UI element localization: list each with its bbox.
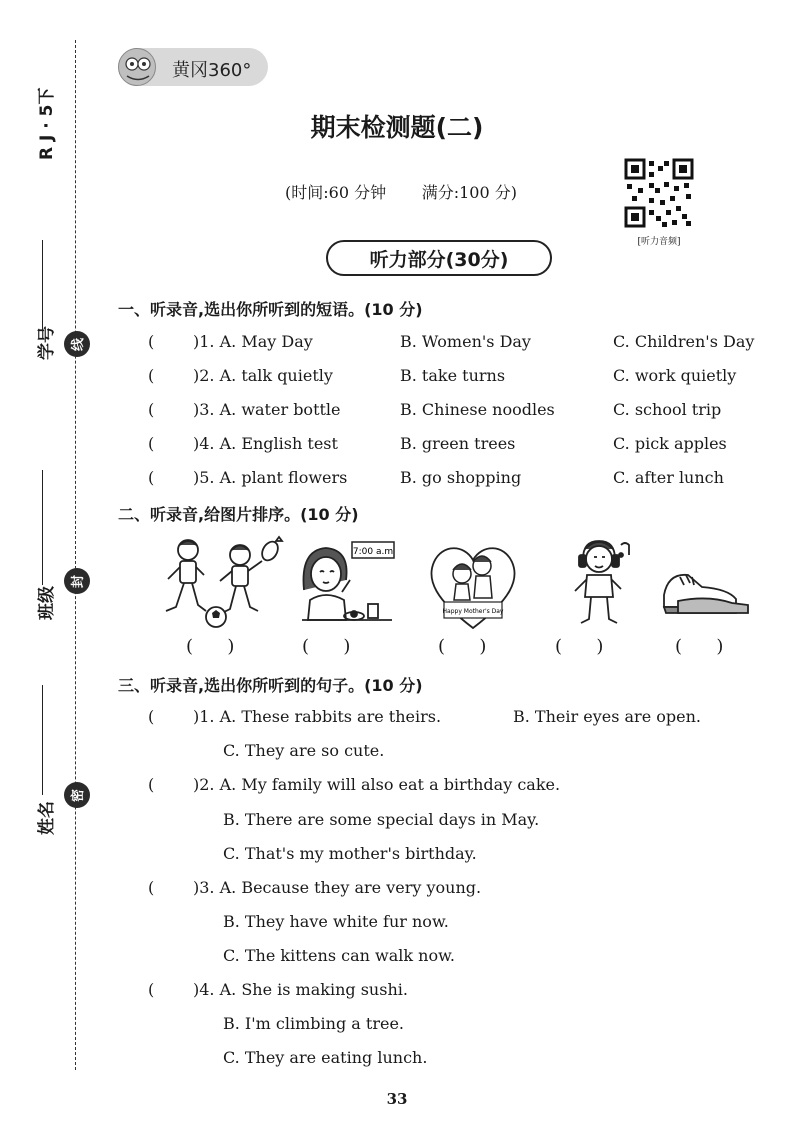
qr-code-icon[interactable] <box>624 158 694 228</box>
option-c: C. That's my mother's birthday. <box>223 844 477 863</box>
answer-blank[interactable]: ( <box>148 400 155 419</box>
answer-blank[interactable]: ( <box>148 468 155 487</box>
page-number: 33 <box>386 1090 408 1108</box>
answer-blank[interactable]: ( <box>148 366 155 385</box>
option-c: C. school trip <box>613 400 722 419</box>
edition-label: R J · 5下 <box>37 87 57 160</box>
answer-blank[interactable]: ( <box>148 332 155 351</box>
student-id-field[interactable] <box>42 240 43 330</box>
option-a: )3. A. water bottle <box>193 400 341 419</box>
clock-label: 7:00 a.m <box>352 547 394 557</box>
binding-dashed-line <box>75 40 76 1070</box>
option-b: B. go shopping <box>400 468 522 487</box>
picture-order-blank[interactable]: ( ) <box>302 636 351 657</box>
part2-heading: 二、听录音,给图片排序。(10 分) <box>118 505 359 524</box>
option-b: B. They have white fur now. <box>223 912 449 931</box>
answer-blank[interactable]: ( <box>148 707 155 726</box>
boy-headphones-icon <box>565 535 635 630</box>
exam-meta <box>285 180 517 203</box>
qr-caption: [听力音频] <box>637 237 681 247</box>
cut-mark-line: 线 <box>64 331 90 357</box>
name-label: 姓名 <box>37 801 57 835</box>
brand-text: 黄冈360° <box>172 60 252 81</box>
full-score: 满分:100 分) <box>421 183 517 202</box>
part1-heading: 一、听录音,选出你所听到的短语。(10 分) <box>118 300 423 319</box>
option-b: B. There are some special days in May. <box>223 810 540 829</box>
option-c: C. They are eating lunch. <box>223 1048 428 1067</box>
kids-sports-icon <box>158 535 283 630</box>
listening-section-banner: 听力部分(30分) <box>326 240 552 276</box>
picture-order-blank[interactable]: ( ) <box>555 636 604 657</box>
option-a: )4. A. She is making sushi. <box>193 980 408 999</box>
option-a: )2. A. My family will also eat a birthday cake. <box>193 775 561 794</box>
option-a: )5. A. plant flowers <box>193 468 348 487</box>
page-title: 期末检测题(二) <box>310 113 484 142</box>
brand-mascot-icon <box>118 48 156 86</box>
answer-blank[interactable]: ( <box>148 878 155 897</box>
picture-order-blank[interactable]: ( ) <box>186 636 235 657</box>
girl-breakfast-icon <box>296 540 396 630</box>
option-a: )2. A. talk quietly <box>193 366 333 385</box>
brand-badge <box>118 48 268 86</box>
option-c: C. after lunch <box>613 468 724 487</box>
cut-mark-seal: 封 <box>64 568 90 594</box>
student-id-label: 学号 <box>37 326 57 360</box>
option-c: C. The kittens can walk now. <box>223 946 455 965</box>
picture-order-blank[interactable]: ( ) <box>438 636 487 657</box>
option-b: B. Women's Day <box>400 332 531 351</box>
class-label: 班级 <box>37 586 57 620</box>
option-a: )3. A. Because they are very young. <box>193 878 482 897</box>
option-b: B. take turns <box>400 366 506 385</box>
class-field[interactable] <box>42 470 43 585</box>
option-b: B. Chinese noodles <box>400 400 555 419</box>
picture-order-blank[interactable]: ( ) <box>675 636 724 657</box>
sneakers-icon <box>658 565 753 620</box>
option-a: )1. A. May Day <box>193 332 313 351</box>
mothers-day-heart-icon <box>426 540 521 630</box>
option-c: C. They are so cute. <box>223 741 385 760</box>
option-a: )1. A. These rabbits are theirs. <box>193 707 442 726</box>
option-b: B. Their eyes are open. <box>513 707 701 726</box>
part3-heading: 三、听录音,选出你所听到的句子。(10 分) <box>118 676 423 695</box>
answer-blank[interactable]: ( <box>148 775 155 794</box>
answer-blank[interactable]: ( <box>148 980 155 999</box>
card-label: Happy Mother's Day <box>442 608 504 615</box>
option-b: B. green trees <box>400 434 516 453</box>
cut-mark-secret: 密 <box>64 782 90 808</box>
time-limit: (时间:60 分钟 <box>285 183 387 202</box>
answer-blank[interactable]: ( <box>148 434 155 453</box>
option-b: B. I'm climbing a tree. <box>223 1014 404 1033</box>
name-field[interactable] <box>42 685 43 795</box>
option-c: C. work quietly <box>613 366 737 385</box>
option-c: C. Children's Day <box>613 332 755 351</box>
option-a: )4. A. English test <box>193 434 338 453</box>
option-c: C. pick apples <box>613 434 727 453</box>
